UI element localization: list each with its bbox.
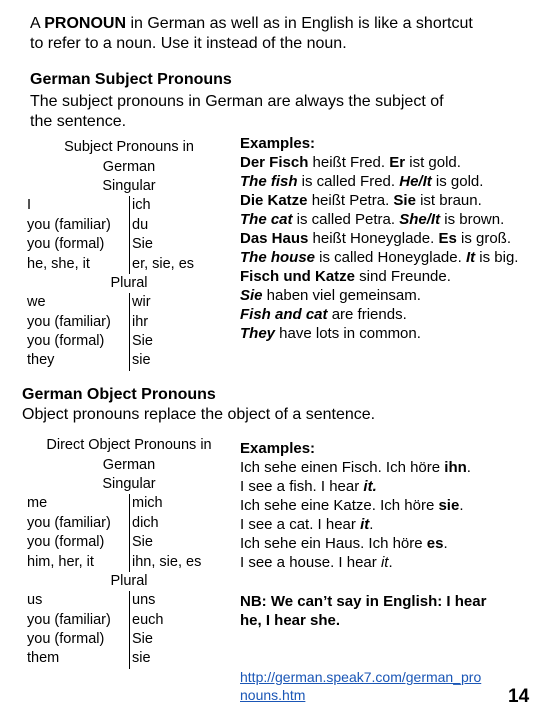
object-heading: German Object Pronouns <box>22 386 216 403</box>
example-line <box>240 191 518 210</box>
table-row: you (formal) Sie <box>25 533 233 552</box>
subject-heading: German Subject Pronouns <box>30 71 232 88</box>
example-line <box>240 172 518 191</box>
example-segment: heißt Fred. <box>308 154 390 171</box>
example-segment: Ich sehe einen Fisch. Ich höre <box>240 459 445 476</box>
example-line <box>240 286 518 305</box>
source-link-block <box>240 668 481 704</box>
intro-pronoun-word: PRONOUN <box>44 15 127 32</box>
table-row: you (formal) Sie <box>25 630 233 649</box>
example-segment: Ich sehe eine Katze. Ich höre <box>240 497 439 514</box>
object-pronoun-table <box>25 436 233 669</box>
example-segment: I see a fish. I hear <box>240 478 364 495</box>
table-row: I ich <box>25 196 233 215</box>
table-row: he, she, it er, sie, es <box>25 254 233 273</box>
example-segment: ist gold. <box>405 154 461 171</box>
example-segment: I see a house. I hear <box>240 554 381 571</box>
table-row: him, her, it ihn, sie, es <box>25 552 233 571</box>
singular-header-row: Singular <box>102 475 156 492</box>
page-number: 14 <box>508 686 530 707</box>
table-row: you (familiar) euch <box>25 611 233 630</box>
intro-lead: A <box>30 15 45 32</box>
example-line <box>240 248 518 267</box>
subject-example-lines <box>240 153 518 343</box>
object-examples <box>240 439 471 572</box>
example-segment: is groß. <box>456 230 511 247</box>
table-title-row: Subject Pronouns in <box>64 139 194 156</box>
singular-header-row: Singular <box>102 177 156 194</box>
example-segment: The fish <box>240 173 298 190</box>
example-line <box>240 210 518 229</box>
example-segment: it <box>380 554 389 571</box>
subject-description <box>30 92 444 132</box>
object-description: Object pronouns replace the object of a sentence. <box>22 406 376 423</box>
table-row: you (formal) Sie <box>25 235 233 254</box>
example-line <box>240 305 518 324</box>
example-line <box>240 515 471 534</box>
subject-desc-line-1: The subject pronouns in German are always the subject of <box>30 93 444 110</box>
table-row: you (familiar) dich <box>25 514 233 533</box>
nb-note-line-1: NB: We can’t say in English: I hear <box>240 593 487 610</box>
nb-note <box>240 592 486 630</box>
example-segment: Es <box>438 230 457 247</box>
example-segment: The cat <box>240 211 293 228</box>
example-segment: is called Petra. <box>292 211 400 228</box>
table-row: us uns <box>25 591 233 610</box>
example-segment: . <box>369 516 374 533</box>
table-row: you (familiar) du <box>25 216 233 235</box>
examples-label: Examples: <box>240 135 316 152</box>
example-segment: is gold. <box>431 173 484 190</box>
example-segment: it <box>360 516 370 533</box>
example-segment: is called Honeyglade. <box>315 249 466 266</box>
table-row: me mich <box>25 494 233 513</box>
object-example-lines <box>240 458 471 572</box>
example-segment: ist braun. <box>415 192 482 209</box>
example-segment: . <box>459 497 464 514</box>
example-segment: it. <box>363 478 377 495</box>
example-segment: . <box>466 459 471 476</box>
table-title-row: German <box>102 456 156 473</box>
example-segment: es <box>426 535 444 552</box>
example-segment: . <box>443 535 448 552</box>
example-segment: Der Fisch <box>240 154 309 171</box>
example-segment: Das Haus <box>240 230 309 247</box>
example-segment: Er <box>389 154 406 171</box>
example-segment: is brown. <box>440 211 505 228</box>
intro-line-2: to refer to a noun. Use it instead of the noun. <box>30 35 347 52</box>
plural-header-row: Plural <box>110 274 148 291</box>
example-segment: It <box>465 249 476 266</box>
example-segment: sie <box>438 497 460 514</box>
example-line <box>240 267 518 286</box>
table-title-row: German <box>102 158 156 175</box>
example-line <box>240 153 518 172</box>
example-segment: heißt Honeyglade. <box>308 230 439 247</box>
table-row: they sie <box>25 351 233 370</box>
example-line <box>240 458 471 477</box>
example-segment: . <box>388 554 393 571</box>
example-segment: He/It <box>399 173 432 190</box>
example-segment: Ich sehe ein Haus. Ich höre <box>240 535 427 552</box>
source-link[interactable]: http://german.speak7.com/german_pro nouns.htm <box>240 669 482 703</box>
example-line <box>240 496 471 515</box>
example-segment: is big. <box>475 249 519 266</box>
example-segment: haben viel gemeinsam. <box>262 287 421 304</box>
subject-examples <box>240 134 518 343</box>
example-segment: Die Katze <box>240 192 308 209</box>
table-row: them sie <box>25 649 233 668</box>
example-line <box>240 477 471 496</box>
example-segment: ihn <box>444 459 467 476</box>
example-segment: Sie <box>393 192 416 209</box>
table-row: we wir <box>25 293 233 312</box>
examples-label: Examples: <box>240 440 316 457</box>
example-segment: Fisch und Katze <box>240 268 356 285</box>
subject-desc-line-2: the sentence. <box>30 113 127 130</box>
plural-header-row: Plural <box>110 572 148 589</box>
example-segment: Fish and cat <box>240 306 328 323</box>
example-line <box>240 553 471 572</box>
example-segment: She/It <box>399 211 441 228</box>
table-row: you (familiar) ihr <box>25 313 233 332</box>
subject-pronoun-table <box>25 138 233 371</box>
example-line <box>240 324 518 343</box>
nb-note-line-2: he, I hear she. <box>240 612 341 629</box>
intro-paragraph <box>30 14 535 54</box>
intro-rest: in German as well as in English is like a shortcut <box>126 15 473 32</box>
table-title-row: Direct Object Pronouns in <box>46 437 212 454</box>
example-segment: are friends. <box>327 306 407 323</box>
example-segment: heißt Petra. <box>307 192 394 209</box>
example-segment: I see a cat. I hear <box>240 516 361 533</box>
example-segment: is called Fred. <box>297 173 400 190</box>
example-line <box>240 229 518 248</box>
example-line <box>240 534 471 553</box>
example-segment: sind Freunde. <box>355 268 451 285</box>
example-segment: The house <box>240 249 316 266</box>
table-row: you (formal) Sie <box>25 332 233 351</box>
example-segment: Sie <box>240 287 263 304</box>
example-segment: have lots in common. <box>275 325 421 342</box>
example-segment: They <box>240 325 276 342</box>
